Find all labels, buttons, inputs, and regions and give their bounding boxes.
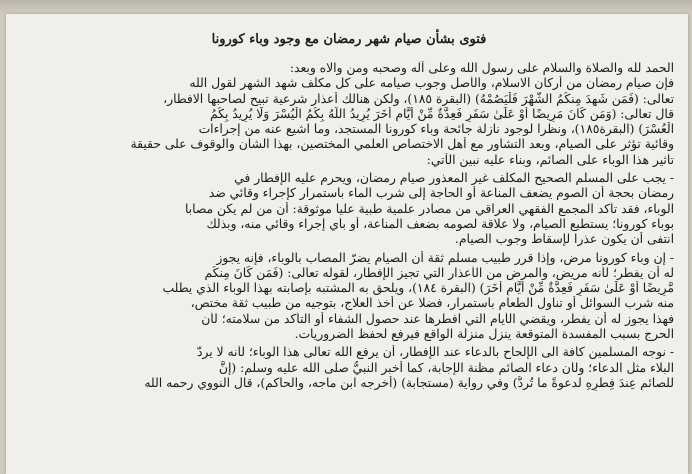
document-title: فتوى بشأن صيام شهر رمضان مع وجود وباء كورونا [211, 32, 487, 47]
background-top-edge [0, 0, 692, 14]
text-line: للصائمِ عِندَ فِطرِهِ لدعوةً ما تُردُّ) وفي رواية (مستجابة) (أخرجه ابن ماجه، والحاكم)، قال النووي رحمه الله [144, 375, 674, 390]
text-line: فهذا يجوز له أن يفطر، ويقضي الأيام التي افطرها عند حصول الشفاء أو التأكد من سلامته؛ لأن [201, 311, 674, 326]
text-line: له أن يفطر؛ لأنه مريض، والمرض من الأعذار التي تجيز الإفطار، لقوله تعالى: (فَمَن كَانَ مِنكُم [204, 265, 674, 280]
text-line: الحمد لله والصلاة والسلام على رسول الله وعلى آله وصحبه ومن والاه وبعد: [289, 61, 674, 75]
text-line: البلاء مثل الدعاء؛ ولأن دعاء الصائم مظنة الإجابة، كما أخبر النبيُّ صلى الله عليه وسلم: (إنَّ [218, 360, 674, 375]
text-line: وقائية تؤثر على الصيام، وبعد التشاور مع أهل الاختصاص العلمي المختصين، بهذا الشأن والوقوف على حقيقة [130, 137, 674, 152]
paragraph-point-2 [24, 251, 674, 343]
text-line: قال تعالى: (وَمَن كَانَ مَرِيضًا أَوْ عَلَىٰ سَفَرٍ فَعِدَّةٌ مِّنْ أَيَّامٍ أُخَرَ يُرِيدُ اللَّهُ بِكُمُ الْيُسْرَ وَلَا يُرِيدُ بِكُمُ [209, 106, 674, 121]
text-line: منه شرب السوائل أو تناول الطعام باستمرار، فضلا عن أخذ العلاج، بتوجيه من طبيب ثقة مختص، [190, 296, 674, 311]
document-body [24, 14, 674, 391]
text-line: مَّرِيضًا أَوْ عَلَىٰ سَفَرٍ فَعِدَّةٌ مِّنْ أَيَّامٍ أُخَرَ) (البقرة ١٨٤)، ويلحق به المشتبه بإصابته بهذا الوباء الذي يطلب [162, 281, 674, 296]
text-line: الوباء، فقد تأكد المجمع الفقهي العراقي من مصادر علمية طبية عليا موثوقة: أن من لم يكن مصابا [184, 201, 674, 216]
paragraph-intro [24, 61, 674, 168]
text-line: بوباء كورونا؛ يستطيع الصيام، ولا علاقة لصومه بضعف المناعة، أو بأي إجراء وقائي منه، وبذلك [206, 216, 674, 231]
document-page [6, 14, 688, 474]
text-line: - إن وباء كورونا مرض، وإذا قرر طبيب مسلم ثقة أن الصيام يضرّ المصاب بالوباء، فإنه يجوز [216, 250, 674, 265]
paragraph-point-1 [24, 171, 674, 247]
text-line: انتفى أن يكون عذرا لإسقاط وجوب الصيام. [454, 232, 674, 247]
text-line: الْعُسْرَ) (البقرة١٨٥)، ونظرا لوجود نازلة جائحة وباء كورونا المستجد، وما اشيع عنه من إجراءات [198, 122, 674, 137]
text-line: تأثير هذا الوباء على الصائم، وبناء عليه نبين الآتي: [426, 152, 674, 167]
paragraph-point-3 [24, 345, 674, 391]
text-line: - نوجه المسلمين كافة الى الإلحاح بالدعاء عند الإفطار، أن يرفع الله تعالى هذا الوباء؛ لأنه لا يردّ [196, 345, 674, 360]
text-line: رمضان بحجة أن الصوم يضعف المناعة أو الحاجة إلى شرب الماء باستمرار كإجراء وقائي ضد [208, 186, 674, 201]
text-line: الحرج بسبب المفسدة المتوقعة ينزل منزلة الواقع فيرفع لحفظ الضروريات. [294, 327, 674, 342]
text-line: - يجب على المسلم الصحيح المكلف غير المعذور صيام رمضان، ويحرم عليه الإفطار في [234, 171, 674, 186]
text-line: فإن صيام رمضان من أركان الاسلام، والأصل وجوب صيامه على كل مكلف شهد الشهر لقول الله [189, 76, 674, 91]
text-line: تعالى: (فَمَن شَهِدَ مِنكُمُ الشَّهْرَ فَلْيَصُمْهُ) (البقرة ١٨٥)، ولكن هنالك أعذار شرعية تبيح لصاحبها الافطار، [163, 91, 674, 106]
